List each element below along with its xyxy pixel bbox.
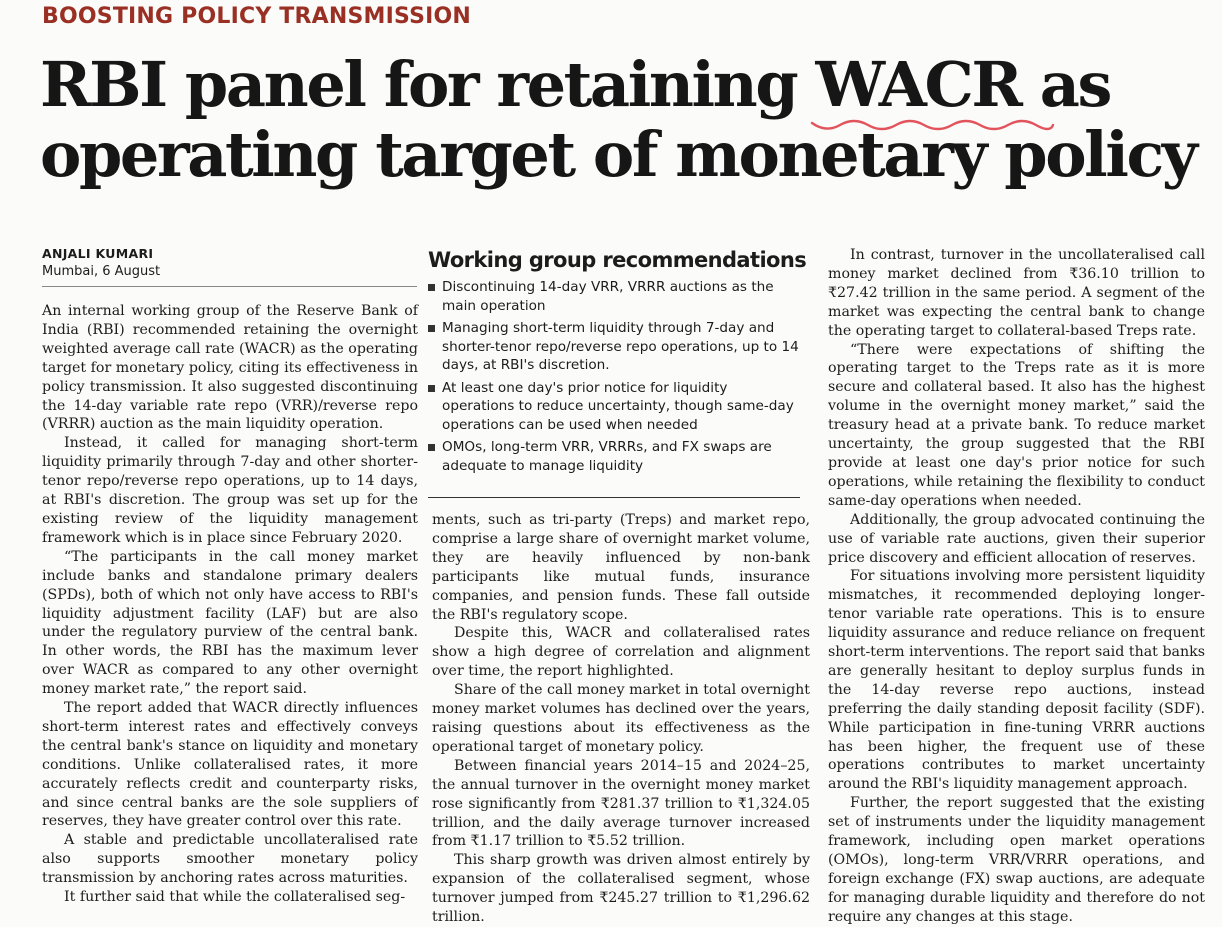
paragraph: The report added that WACR directly influences short-term interest rates and effectively conveys the central bank's stance on liquidity and monetary conditions. Unlike collateralised rates, it more accurately reflects credit and counterparty risks, and since central banks are the sole suppliers of reserves, they have greater control over this rate. xyxy=(42,700,418,830)
squiggle-underline-icon xyxy=(810,117,1055,135)
paragraph: Between financial years 2014–15 and 2024–25, the annual turnover in the overnight money market rose significantly from ₹281.37 trillion to ₹1,324.05 trillion, and the daily average turnover increased from ₹1.17 trillion to ₹5.52 trillion. xyxy=(432,757,810,850)
paragraph: Despite this, WACR and collateralised rates show a high degree of correlation and alignment over time, the report highlighted. xyxy=(432,625,810,680)
headline-text-post: as xyxy=(1020,48,1111,121)
square-bullet-icon xyxy=(428,284,435,291)
headline-line-2: operating target of monetary policy xyxy=(40,118,1196,191)
highlighted-term xyxy=(816,48,1021,121)
headline-line-1 xyxy=(40,50,1220,120)
headline xyxy=(40,50,1220,190)
byline-divider xyxy=(42,286,417,287)
square-bullet-icon xyxy=(428,444,435,451)
square-bullet-icon xyxy=(428,385,435,392)
paragraph: An internal working group of the Reserve Bank of India (RBI) recommended retaining the overnight weighted average call rate (WACR) as the operating target for monetary policy, citing its effectiveness in policy transmission. It also suggested discontinuing the 14-day variable rate repo (VRR)/reverse repo (VRRR) auction as the main liquidity operation. xyxy=(42,303,418,433)
paragraph: Further, the report suggested that the existing set of instruments under the liquidity management framework, including open market operations (OMOs), long-term VRR/VRRR operations, and foreign exchange (FX) swap auctions, are adequate for managing durable liquidity and therefore do not require any changes at this stage. xyxy=(828,795,1205,925)
byline xyxy=(42,246,160,279)
recommendations-title: Working group recommendations xyxy=(428,248,807,272)
paragraph: “There were expectations of shifting the operating target to the Treps rate as it is more secure and collateral based. It also has the highest volume in the overnight money market,” said the treasury head at a private bank. To reduce market uncertainty, the group suggested that the RBI provide at least one day's prior notice for such operations, while retaining the flexibility to conduct same-day operations when needed. xyxy=(828,341,1205,509)
list-item-text: Managing short-term liquidity through 7-day and shorter-tenor repo/reverse repo operations, up to 14 days, at RBI's discretion. xyxy=(442,320,799,373)
kicker-label: BOOSTING POLICY TRANSMISSION xyxy=(42,4,472,29)
paragraph: Instead, it called for managing short-term liquidity primarily through 7-day and other shorter-tenor repo/reverse repo operations, up to 14 days, at RBI's discretion. The group was set up for the existing review of the liquidity management framework which is in place since February 2020. xyxy=(42,435,418,546)
body-column-3 xyxy=(828,246,1205,927)
recommendations-divider xyxy=(428,497,800,498)
recommendations-list xyxy=(428,278,800,475)
paragraph: ments, such as tri-party (Treps) and market repo, comprise a large share of overnight market volume, they are heavily influenced by non-bank participants like mutual funds, insurance companies, and pension funds. These fall outside the RBI's regulatory scope. xyxy=(432,512,810,623)
body-column-2 xyxy=(432,511,810,927)
list-item xyxy=(428,278,800,315)
paragraph: In contrast, turnover in the uncollateralised call money market declined from ₹36.10 trillion to ₹27.42 trillion in the same period. A segment of the market was expecting the central bank to change the operating target to collateral-based Treps rate. xyxy=(828,247,1205,339)
dateline: Mumbai, 6 August xyxy=(42,264,161,279)
paragraph: A stable and predictable uncollateralised rate also supports smoother monetary policy transmission by anchoring rates across maturities. xyxy=(42,832,418,887)
paragraph: For situations involving more persistent liquidity mismatches, it recommended deploying longer-tenor variable rate operations. This is to ensure liquidity assurance and reduce reliance on frequent short-term interventions. The report said that banks are generally hesitant to deploy surplus funds in the 14-day reverse repo auctions, instead preferring the daily standing deposit facility (SDF). While participation in fine-tuning VRRR auctions has been higher, the frequent use of these operations contributes to market uncertainty around the RBI's liquidity management approach. xyxy=(828,568,1205,793)
list-item xyxy=(428,438,800,475)
paragraph: Share of the call money market in total overnight money market volumes has declined over the years, raising questions about its effectiveness as the operational target of monetary policy. xyxy=(432,682,810,755)
headline-text-mark: WACR xyxy=(815,48,1021,121)
paragraph: Additionally, the group advocated continuing the use of variable rate auctions, given their superior price discovery and efficient allocation of reserves. xyxy=(828,511,1205,566)
paragraph: It further said that while the collateralised seg- xyxy=(64,889,406,906)
headline-text-pre: RBI panel for retaining xyxy=(40,48,816,121)
paragraph: “The participants in the call money market include banks and standalone primary dealers (SPDs), both of which not only have access to RBI's liquidity adjustment facility (LAF) but are also under the regulatory purview of the central bank. In other words, the RBI has the maximum lever over WACR as compared to any other overnight money market rate,” the report said. xyxy=(42,548,418,698)
square-bullet-icon xyxy=(428,325,435,332)
paragraph: This sharp growth was driven almost entirely by expansion of the collateralised segment, whose turnover jumped from ₹245.27 trillion to ₹1,296.62 trillion. xyxy=(432,852,810,926)
list-item-text: Discontinuing 14-day VRR, VRRR auctions as the main operation xyxy=(442,279,774,314)
author-name: ANJALI KUMARI xyxy=(42,246,154,261)
list-item xyxy=(428,379,800,435)
list-item-text: OMOs, long-term VRR, VRRRs, and FX swaps are adequate to manage liquidity xyxy=(442,439,772,474)
recommendations-box xyxy=(428,248,807,479)
list-item xyxy=(428,319,800,375)
list-item-text: At least one day's prior notice for liquidity operations to reduce uncertainty, though same-day operations can be used when needed xyxy=(442,379,794,433)
body-column-1 xyxy=(42,302,418,907)
